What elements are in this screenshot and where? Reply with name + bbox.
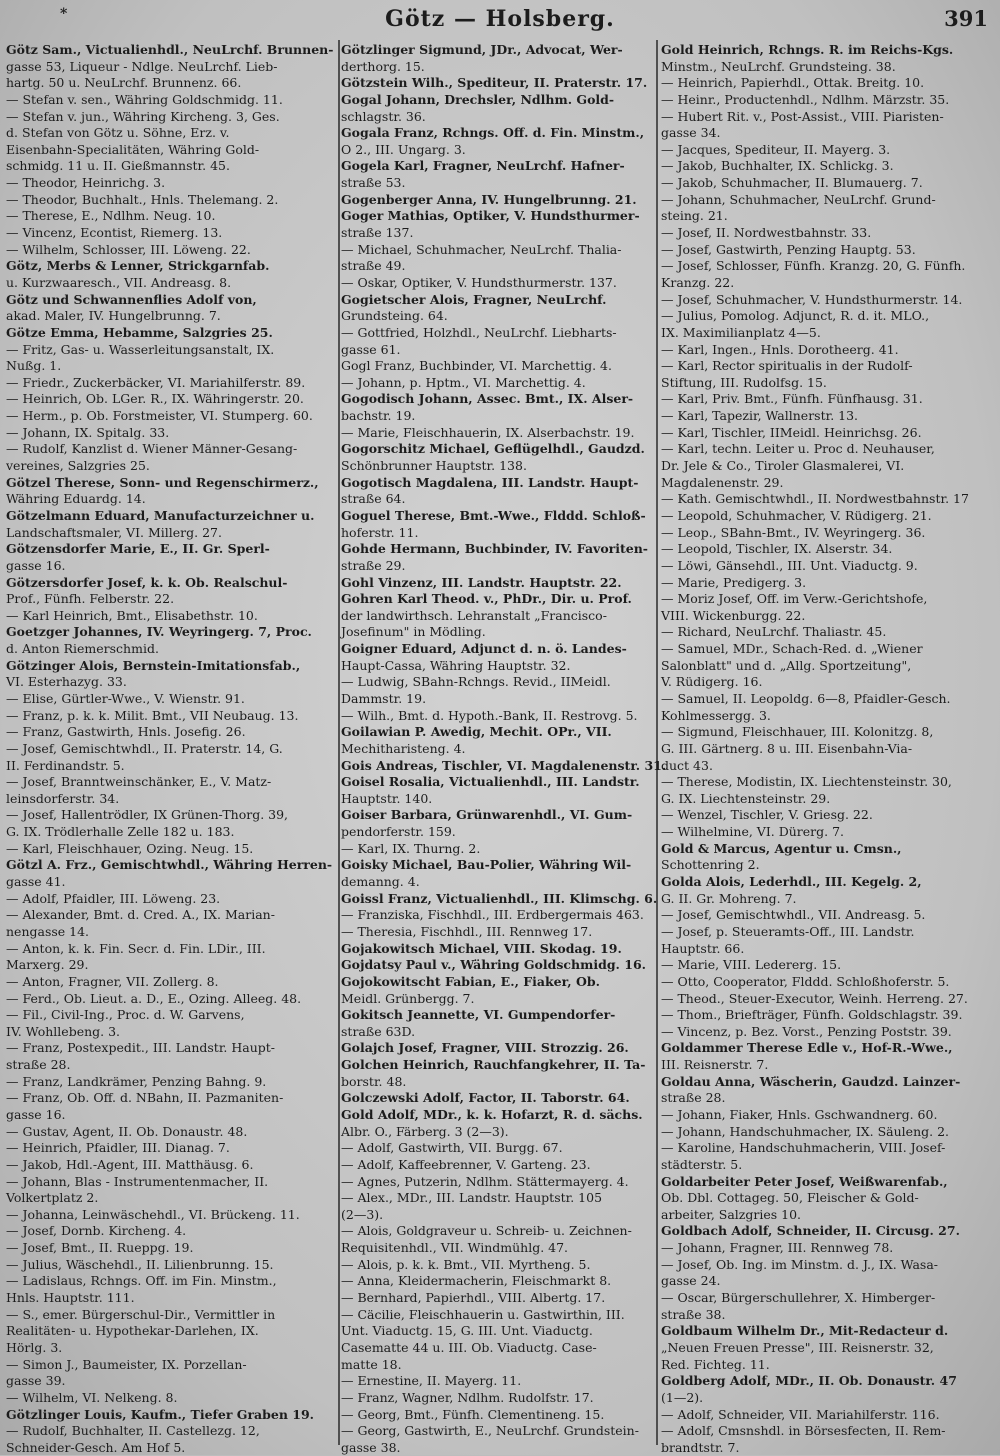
entry-heading-line: Gogorschitz Michael, Geflügelhdl., Gaudzd. <box>341 441 645 457</box>
entry-line: „Neuen Freuen Presse", III. Reisnerstr. 32, <box>661 1339 934 1355</box>
entry-heading-line: Gogela Karl, Fragner, NeuLrchf. Hafner- <box>341 158 625 174</box>
entry-line: Salonblatt" und d. „Allg. Sportzeitung", <box>661 657 912 673</box>
entry-line: — Johann, Handschuhmacher, IX. Säuleng. 2. <box>661 1123 950 1139</box>
entry-heading-line: Götzel Therese, Sonn- und Regenschirmerz., <box>6 474 319 490</box>
entry-line: Minstm., NeuLrchf. Grundsteing. 38. <box>661 58 896 74</box>
entry-line: — Leop., SBahn-Bmt., IV. Weyringerg. 36. <box>661 524 926 540</box>
entry-line: — Wilhelm, VI. Nelkeng. 8. <box>6 1389 178 1405</box>
entry-heading-line: Gojakowitsch Michael, VIII. Skodag. 19. <box>341 940 622 956</box>
entry-line: — Löwi, Gänsehdl., III. Unt. Viaductg. 9. <box>661 557 918 573</box>
entry-line: — Johann, p. Hptm., VI. Marchettig. 4. <box>341 374 586 390</box>
entry-line: Hörlg. 3. <box>6 1339 63 1355</box>
entry-line: duct 43. <box>661 757 713 773</box>
entry-line: — Therese, Modistin, IX. Liechtensteinstr. 30, <box>661 774 952 790</box>
entry-line: — Rudolf, Buchhalter, II. Castellezg. 12, <box>6 1423 260 1439</box>
entry-line: — Franz, Postexpedit., III. Landstr. Haupt- <box>6 1040 276 1056</box>
entry-heading-line: Golchen Heinrich, Rauchfangkehrer, II. Ta- <box>341 1057 646 1073</box>
entry-heading-line: Goldbach Adolf, Schneider, II. Circusg. 27. <box>661 1223 960 1239</box>
entry-line: Nußg. 1. <box>6 358 62 374</box>
entry-heading-line: Gogotisch Magdalena, III. Landstr. Haupt- <box>341 474 639 490</box>
entry-line: — Johann, Blas - Instrumentenmacher, II. <box>6 1173 269 1189</box>
entry-line: straße 63D. <box>341 1023 416 1039</box>
entry-line: demanng. 4. <box>341 874 420 890</box>
entry-line: straße 28. <box>661 1090 726 1106</box>
entry-line: — Marie, Predigerg. 3. <box>661 574 807 590</box>
entry-line: — Jakob, Buchhalter, IX. Schlickg. 3. <box>661 158 894 174</box>
entry-line: — Ladislaus, Rchngs. Off. im Fin. Minstm., <box>6 1273 277 1289</box>
entry-line: — Alex., MDr., III. Landstr. Hauptstr. 105 <box>341 1190 603 1206</box>
entry-line: Realitäten- u. Hypothekar-Darlehen, IX. <box>6 1323 259 1339</box>
entry-line: — Karl, Tischler, IIMeidl. Heinrichsg. 26. <box>661 424 922 440</box>
entry-line: — S., emer. Bürgerschul-Dir., Vermittler in <box>6 1306 276 1322</box>
entry-line: — Alois, Goldgraveur u. Schreib- u. Zeichnen- <box>341 1223 632 1239</box>
entry-line: gasse 24. <box>661 1273 721 1289</box>
entry-line: — Julius, Wäschehdl., II. Lilienbrunng. 15. <box>6 1256 274 1272</box>
entry-line: straße 64. <box>341 491 406 507</box>
column-left <box>6 42 338 1455</box>
entry-heading-line: Götzersdorfer Josef, k. k. Ob. Realschul- <box>6 574 288 590</box>
entry-line: hartg. 50 u. NeuLrchf. Brunnenz. 66. <box>6 75 242 91</box>
entry-line: Kohlmessergg. 3. <box>661 707 771 723</box>
entry-heading-line: Götze Emma, Hebamme, Salzgries 25. <box>6 324 273 340</box>
entry-line: d. Stefan von Götz u. Söhne, Erz. v. <box>6 125 230 141</box>
entry-line: gasse 34. <box>661 125 721 141</box>
entry-heading-line: Gois Andreas, Tischler, VI. Magdalenenstr. 31. <box>341 757 667 773</box>
entry-line: — Fil., Civil-Ing., Proc. d. W. Garvens, <box>6 1007 245 1023</box>
entry-line: — Agnes, Putzerin, Ndlhm. Stättermayerg. 4. <box>341 1173 629 1189</box>
entry-line: — Michael, Schuhmacher, NeuLrchf. Thalia- <box>341 241 622 257</box>
entry-line: Josefinum" in Mödling. <box>341 624 486 640</box>
entry-line: — Samuel, II. Leopoldg. 6—8, Pfaidler-Gesch. <box>661 690 951 706</box>
entry-line: straße 28. <box>6 1057 71 1073</box>
entry-line: — Hubert Rit. v., Post-Assist., VIII. Piaristen- <box>661 108 944 124</box>
entry-line: — Therese, E., Ndlhm. Neug. 10. <box>6 208 216 224</box>
entry-line: Casematte 44 u. III. Ob. Viaductg. Case- <box>341 1339 597 1355</box>
entry-heading-line: Götzelmann Eduard, Manufacturzeichner u. <box>6 507 315 523</box>
entry-line: — Anna, Kleidermacherin, Fleischmarkt 8. <box>341 1273 612 1289</box>
entry-line: — Leopold, Schuhmacher, V. Rüdigerg. 21. <box>661 507 932 523</box>
entry-heading-line: Goguel Therese, Bmt.-Wwe., Flddd. Schloß- <box>341 507 646 523</box>
entry-line: — Herm., p. Ob. Forstmeister, VI. Stumperg. 60. <box>6 408 313 424</box>
entry-line: — Franz, Wagner, Ndlhm. Rudolfstr. 17. <box>341 1389 594 1405</box>
entry-line: schmidg. 11 u. II. Gießmannstr. 45. <box>6 158 230 174</box>
entry-line: — Bernhard, Papierhdl., VIII. Albertg. 17. <box>341 1290 606 1306</box>
entry-line: — Theod., Steuer-Executor, Weinh. Herreng. 27. <box>661 990 968 1006</box>
entry-line: — Thom., Briefträger, Fünfh. Goldschlagstr. 39. <box>661 1007 963 1023</box>
entry-line: — Karl, IX. Thurng. 2. <box>341 840 481 856</box>
entry-line: — Adolf, Gastwirth, VII. Burgg. 67. <box>341 1140 563 1156</box>
entry-line: — Josef, Branntweinschänker, E., V. Matz- <box>6 774 272 790</box>
entry-heading-line: Götzstein Wilh., Spediteur, II. Praterstr. 17. <box>341 75 648 91</box>
entry-line: G. III. Gärtnerg. 8 u. III. Eisenbahn-Via- <box>661 740 913 756</box>
entry-line: — Samuel, MDr., Schach-Red. d. „Wiener <box>661 641 923 657</box>
entry-line: — Alexander, Bmt. d. Cred. A., IX. Marian- <box>6 907 275 923</box>
entry-heading-line: Götz Sam., Victualienhdl., NeuLrchf. Brunnen- <box>6 42 334 57</box>
entry-heading-line: Gohl Vinzenz, III. Landstr. Hauptstr. 22. <box>341 574 622 590</box>
entry-line: O 2., III. Ungarg. 3. <box>341 141 466 157</box>
entry-line: — Jakob, Schuhmacher, II. Blumauerg. 7. <box>661 175 923 191</box>
entry-line: — Jacques, Spediteur, II. Mayerg. 3. <box>661 141 891 157</box>
entry-heading-line: Götzensdorfer Marie, E., II. Gr. Sperl- <box>6 541 270 557</box>
entry-line: — Marie, Fleischhauerin, IX. Alserbachstr. 19. <box>341 424 635 440</box>
entry-heading-line: Goiser Barbara, Grünwarenhdl., VI. Gum- <box>341 807 633 823</box>
entry-heading-line: Gold & Marcus, Agentur u. Cmsn., <box>661 840 902 856</box>
entry-line: nengasse 14. <box>6 923 90 939</box>
entry-heading-line: Goldau Anna, Wäscherin, Gaudzd. Lainzer- <box>661 1073 961 1089</box>
entry-line: — Alois, p. k. k. Bmt., VII. Myrtheng. 5. <box>341 1256 591 1272</box>
entry-line: — Friedr., Zuckerbäcker, VI. Mariahilferstr. 89. <box>6 374 306 390</box>
entry-line: — Franziska, Fischhdl., III. Erdbergermais 463. <box>341 907 644 923</box>
entry-line: Dammstr. 19. <box>341 690 427 706</box>
entry-line: — Josef, Gemischtwhdl., II. Praterstr. 14, G. <box>6 740 283 756</box>
entry-heading-line: Gokitsch Jeannette, VI. Gumpendorfer- <box>341 1007 616 1023</box>
header-mark: * <box>60 6 68 22</box>
entry-line: — Josef, Gastwirth, Penzing Hauptg. 53. <box>661 241 916 257</box>
entry-line: gasse 41. <box>6 874 66 890</box>
entry-line: steing. 21. <box>661 208 728 224</box>
entry-heading-line: Goisky Michael, Bau-Polier, Währing Wil- <box>341 857 632 873</box>
entry-line: — Karl Heinrich, Bmt., Elisabethstr. 10. <box>6 607 258 623</box>
entry-line: IX. Maximilianplatz 4—5. <box>661 324 821 340</box>
entry-line: — Stefan v. jun., Währing Kircheng. 3, Ges. <box>6 108 280 124</box>
entry-heading-line: Goldberg Adolf, MDr., II. Ob. Donaustr. 47 <box>661 1373 957 1389</box>
entry-line: matte 18. <box>341 1356 402 1372</box>
entry-line: Volkertplatz 2. <box>6 1190 99 1206</box>
entry-line: Requisitenhdl., VII. Windmühlg. 47. <box>341 1240 569 1256</box>
entry-line: — Rudolf, Kanzlist d. Wiener Männer-Gesang- <box>6 441 298 457</box>
entry-heading-line: Golczewski Adolf, Factor, II. Taborstr. 64. <box>341 1090 630 1106</box>
entry-heading-line: Götzinger Alois, Bernstein-Imitationsfab., <box>6 657 301 673</box>
entry-line: VI. Esterhazyg. 33. <box>6 674 127 690</box>
entry-line: Haupt-Cassa, Währing Hauptstr. 32. <box>341 657 571 673</box>
entry-line: — Josef, Schuhmacher, V. Hundsthurmerstr. 14. <box>661 291 963 307</box>
entry-line: — Ernestine, II. Mayerg. 11. <box>341 1373 522 1389</box>
entry-line: — Gottfried, Holzhdl., NeuLrchf. Liebharts- <box>341 324 617 340</box>
entry-line: — Franz, p. k. k. Milit. Bmt., VII Neubaug. 13. <box>6 707 299 723</box>
entry-line: — Adolf, Cmsnshdl. in Börsesfecten, II. Rem- <box>661 1423 946 1439</box>
entry-heading-line: Gold Heinrich, Rchngs. R. im Reichs-Kgs. <box>661 42 954 57</box>
entry-line: d. Anton Riemerschmid. <box>6 641 159 657</box>
entry-heading-line: Goldammer Therese Edle v., Hof-R.-Wwe., <box>661 1040 953 1056</box>
entry-line: — Vincenz, p. Bez. Vorst., Penzing Poststr. 39. <box>661 1023 952 1039</box>
entry-heading-line: Gogenberger Anna, IV. Hungelbrunng. 21. <box>341 191 637 207</box>
entry-line: — Wilhelm, Schlosser, III. Löweng. 22. <box>6 241 251 257</box>
entry-heading-line: Gojdatsy Paul v., Währing Goldschmidg. 16. <box>341 957 647 973</box>
entry-line: — Oskar, Optiker, V. Hundsthurmerstr. 137. <box>341 274 617 290</box>
entry-line: — Theodor, Buchhalt., Hnls. Thelemang. 2. <box>6 191 279 207</box>
entry-line: VIII. Wickenburgg. 22. <box>661 607 806 623</box>
entry-line: Hauptstr. 66. <box>661 940 745 956</box>
entry-line: — Karl, Tapezir, Wallnerstr. 13. <box>661 408 859 424</box>
entry-line: Stiftung, III. Rudolfsg. 15. <box>661 374 827 390</box>
entry-line: pendorferstr. 159. <box>341 824 456 840</box>
entry-line: G. IX. Trödlerhalle Zelle 182 u. 183. <box>6 824 235 840</box>
page-number: 391 <box>944 6 988 31</box>
entry-line: Eisenbahn-Specialitäten, Währing Gold- <box>6 141 260 157</box>
entry-line: — Karl, Ingen., Hnls. Dorotheerg. 41. <box>661 341 899 357</box>
entry-heading-line: Goldbaum Wilhelm Dr., Mit-Redacteur d. <box>661 1323 949 1339</box>
entry-heading-line: Gogal Johann, Drechsler, Ndlhm. Gold- <box>341 91 615 107</box>
page-title: Götz — Holsberg. <box>385 6 615 32</box>
entry-line: Schönbrunner Hauptstr. 138. <box>341 458 527 474</box>
entry-line: gasse 16. <box>6 557 66 573</box>
entry-line: — Ferd., Ob. Lieut. a. D., E., Ozing. Alleeg. 48. <box>6 990 302 1006</box>
entry-line: borstr. 48. <box>341 1073 407 1089</box>
entry-line: Red. Fichteg. 11. <box>661 1356 770 1372</box>
entry-heading-line: Golda Alois, Lederhdl., III. Kegelg. 2, <box>661 874 922 890</box>
entry-line: Landschaftsmaler, VI. Millerg. 27. <box>6 524 222 540</box>
entry-line: — Heinr., Productenhdl., Ndlhm. Märzstr. 35. <box>661 91 950 107</box>
entry-line: — Moriz Josef, Off. im Verw.-Gerichtshofe, <box>661 591 928 607</box>
entry-line: Währing Eduardg. 14. <box>6 491 146 507</box>
entry-line: Hauptstr. 140. <box>341 790 433 806</box>
entry-heading-line: Gogala Franz, Rchngs. Off. d. Fin. Minstm., <box>341 125 645 141</box>
entry-line: G. II. Gr. Mohreng. 7. <box>661 890 797 906</box>
entry-line: III. Reisnerstr. 7. <box>661 1057 769 1073</box>
entry-heading-line: Götz und Schwannenflies Adolf von, <box>6 291 257 307</box>
entry-line: — Ludwig, SBahn-Rchngs. Revid., IIMeidl. <box>341 674 611 690</box>
entry-line: gasse 16. <box>6 1107 66 1122</box>
entry-line: Meidl. Grünbergg. 7. <box>341 990 475 1006</box>
entry-line: — Johann, IX. Spitalg. 33. <box>6 424 170 440</box>
entry-line: gasse 39. <box>6 1373 66 1389</box>
entry-line: gasse 53, Liqueur - Ndlge. NeuLrchf. Lieb- <box>6 58 278 74</box>
entry-line: straße 53. <box>341 175 406 191</box>
entry-line: — Heinrich, Pfaidler, III. Dianag. 7. <box>6 1140 230 1156</box>
entry-line: Gogl Franz, Buchbinder, VI. Marchettig. 4. <box>341 358 612 374</box>
entry-line: — Sigmund, Fleischhauer, III. Kolonitzg. 8, <box>661 724 934 740</box>
entry-line: — Theodor, Heinrichg. 3. <box>6 175 166 191</box>
entry-line: straße 137. <box>341 225 414 241</box>
entry-heading-line: Gogietscher Alois, Fragner, NeuLrchf. <box>341 291 607 307</box>
entry-heading-line: Götzl A. Frz., Gemischtwhdl., Währing Herren- <box>6 857 333 873</box>
entry-line: — Fritz, Gas- u. Wasserleitungsanstalt, IX. <box>6 341 275 357</box>
entry-line: — Elise, Gürtler-Wwe., V. Wienstr. 91. <box>6 690 245 706</box>
entry-line: — Josef, II. Nordwestbahnstr. 33. <box>661 225 872 241</box>
entry-heading-line: Goldarbeiter Peter Josef, Weißwarenfab., <box>661 1173 948 1189</box>
entry-line: Ob. Dbl. Cottageg. 50, Fleischer & Gold- <box>661 1190 919 1206</box>
entry-line: — Wenzel, Tischler, V. Griesg. 22. <box>661 807 873 823</box>
entry-line: — Josef, Bmt., II. Rueppg. 19. <box>6 1240 194 1256</box>
column-right <box>661 42 994 1455</box>
entry-line: — Simon J., Baumeister, IX. Porzellan- <box>6 1356 247 1372</box>
entry-heading-line: Götz, Merbs & Lenner, Strickgarnfab. <box>6 258 270 274</box>
page-header <box>0 4 1000 38</box>
entry-heading-line: Götzlinger Louis, Kaufm., Tiefer Graben 19. <box>6 1406 315 1422</box>
column-divider-left <box>338 40 340 1445</box>
entry-line: gasse 61. <box>341 341 401 357</box>
entry-line: hoferstr. 11. <box>341 524 419 540</box>
entry-line: städterstr. 5. <box>661 1156 743 1172</box>
entry-line: — Johann, Fiaker, Hnls. Gschwandnerg. 60. <box>661 1107 938 1122</box>
entry-line: — Stefan v. sen., Währing Goldschmidg. 11. <box>6 91 283 107</box>
entry-heading-line: Goger Mathias, Optiker, V. Hundsthurmer- <box>341 208 640 224</box>
entry-line: — Adolf, Kaffeebrenner, V. Garteng. 23. <box>341 1156 591 1172</box>
entry-line: leinsdorferstr. 34. <box>6 790 120 806</box>
entry-line: — Adolf, Schneider, VII. Mariahilferstr. 116. <box>661 1406 940 1422</box>
entry-line: II. Ferdinandstr. 5. <box>6 757 125 773</box>
entry-line: Unt. Viaductg. 15, G. III. Unt. Viaductg. <box>341 1323 593 1339</box>
entry-line: — Josef, Hallentrödler, IX Grünen-Thorg. 39, <box>6 807 289 823</box>
entry-heading-line: Goilawian P. Awedig, Mechit. OPr., VII. <box>341 724 612 740</box>
entry-line: — Franz, Landkrämer, Penzing Bahng. 9. <box>6 1073 267 1089</box>
entry-line: — Richard, NeuLrchf. Thaliastr. 45. <box>661 624 887 640</box>
entry-line: — Franz, Gastwirth, Hnls. Josefig. 26. <box>6 724 246 740</box>
entry-line: derthorg. 15. <box>341 58 425 74</box>
entry-line: vereines, Salzgries 25. <box>6 458 150 474</box>
entry-line: — Josef, Ob. Ing. im Minstm. d. J., IX. Wasa- <box>661 1256 938 1272</box>
entry-line: — Josef, p. Steueramts-Off., III. Landstr. <box>661 923 915 939</box>
entry-line: — Josef, Gemischtwhdl., VII. Andreasg. 5. <box>661 907 926 923</box>
entry-line: Marxerg. 29. <box>6 957 89 973</box>
entry-line: bachstr. 19. <box>341 408 416 424</box>
entry-line: Schottenring 2. <box>661 857 760 873</box>
entry-line: — Cäcilie, Fleischhauerin u. Gastwirthin, III. <box>341 1306 625 1322</box>
entry-heading-line: Gold Adolf, MDr., k. k. Hofarzt, R. d. sächs. <box>341 1107 643 1122</box>
entry-line: — Johanna, Leinwäschehdl., VI. Brückeng. 11. <box>6 1206 300 1222</box>
entry-line: Albr. O., Färberg. 3 (2—3). <box>341 1123 509 1139</box>
entry-line: — Jakob, Hdl.-Agent, III. Matthäusg. 6. <box>6 1156 254 1172</box>
entry-line: IV. Wohllebeng. 3. <box>6 1023 121 1039</box>
entry-line: — Oscar, Bürgerschullehrer, X. Himberger- <box>661 1290 936 1306</box>
entry-line: straße 49. <box>341 258 406 274</box>
entry-line: V. Rüdigerg. 16. <box>661 674 763 690</box>
entry-heading-line: Goigner Eduard, Adjunct d. n. ö. Landes- <box>341 641 627 657</box>
entry-line: akad. Maler, IV. Hungelbrunng. 7. <box>6 308 221 324</box>
entry-line: — Josef, Schlosser, Fünfh. Kranzg. 20, G. Fünfh. <box>661 258 966 274</box>
entry-line: — Julius, Pomolog. Adjunct, R. d. it. MLO., <box>661 308 930 324</box>
entry-line: Mechitharisteng. 4. <box>341 740 466 756</box>
column-middle <box>341 42 673 1455</box>
entry-line: — Kath. Gemischtwhdl., II. Nordwestbahnstr. 17 <box>661 491 969 507</box>
entry-line: — Otto, Cooperator, Flddd. Schloßhoferstr. 5. <box>661 973 950 989</box>
entry-line: — Karl, Rector spiritualis in der Rudolf- <box>661 358 913 374</box>
entry-line: — Johann, Schuhmacher, NeuLrchf. Grund- <box>661 191 936 207</box>
entry-line: — Karl, Fleischhauer, Ozing. Neug. 15. <box>6 840 254 856</box>
entry-line: brandtstr. 7. <box>661 1439 740 1455</box>
entry-line: — Vincenz, Econtist, Riemerg. 13. <box>6 225 223 241</box>
entry-line: — Georg, Bmt., Fünfh. Clementineng. 15. <box>341 1406 605 1422</box>
entry-line: — Heinrich, Papierhdl., Ottak. Breitg. 10. <box>661 75 925 91</box>
entry-line: Kranzg. 22. <box>661 274 735 290</box>
entry-line: — Wilhelmine, VI. Dürerg. 7. <box>661 824 844 840</box>
entry-heading-line: Goissl Franz, Victualienhdl., III. Klimschg. 6. <box>341 890 658 906</box>
entry-line: gasse 38. <box>341 1439 401 1455</box>
entry-line: Schneider-Gesch. Am Hof 5. <box>6 1439 186 1455</box>
entry-heading-line: Goetzger Johannes, IV. Weyringerg. 7, Proc. <box>6 624 312 640</box>
entry-line: — Karl, techn. Leiter u. Proc d. Neuhauser, <box>661 441 935 457</box>
entry-line: — Franz, Ob. Off. d. NBahn, II. Pazmaniten- <box>6 1090 284 1106</box>
entry-heading-line: Gojokowitscht Fabian, E., Fiaker, Ob. <box>341 973 600 989</box>
entry-line: (2—3). <box>341 1206 384 1222</box>
entry-heading-line: Gohren Karl Theod. v., PhDr., Dir. u. Prof. <box>341 591 632 607</box>
entry-line: Hnls. Hauptstr. 111. <box>6 1290 135 1306</box>
entry-line: arbeiter, Salzgries 10. <box>661 1206 802 1222</box>
entry-heading-line: Gogodisch Johann, Assec. Bmt., IX. Alser- <box>341 391 634 407</box>
entry-line: — Theresia, Fischhdl., III. Rennweg 17. <box>341 923 593 939</box>
entry-heading-line: Gohde Hermann, Buchbinder, IV. Favoriten- <box>341 541 648 557</box>
entry-heading-line: Goisel Rosalia, Victualienhdl., III. Landstr. <box>341 774 640 790</box>
entry-line: — Leopold, Tischler, IX. Alserstr. 34. <box>661 541 893 557</box>
entry-line: — Anton, k. k. Fin. Secr. d. Fin. LDir., III. <box>6 940 266 956</box>
entry-line: — Marie, VIII. Ledererg. 15. <box>661 957 842 973</box>
entry-line: — Heinrich, Ob. LGer. R., IX. Währingerstr. 20. <box>6 391 304 407</box>
entry-line: Grundsteing. 64. <box>341 308 448 324</box>
entry-line: (1—2). <box>661 1389 704 1405</box>
entry-line: der landwirthsch. Lehranstalt „Francisco- <box>341 607 607 623</box>
entry-line: schlagstr. 36. <box>341 108 426 124</box>
entry-line: Magdalenenstr. 29. <box>661 474 784 490</box>
entry-line: — Karoline, Handschuhmacherin, VIII. Josef- <box>661 1140 946 1156</box>
entry-line: — Anton, Fragner, VII. Zollerg. 8. <box>6 973 219 989</box>
entry-line: — Wilh., Bmt. d. Hypoth.-Bank, II. Restrovg. 5. <box>341 707 638 723</box>
entry-line: Dr. Jele & Co., Tiroler Glasmalerei, VI. <box>661 458 905 474</box>
entry-line: — Adolf, Pfaidler, III. Löweng. 23. <box>6 890 221 906</box>
entry-line: u. Kurzwaaresch., VII. Andreasg. 8. <box>6 274 232 290</box>
entry-line: — Johann, Fragner, III. Rennweg 78. <box>661 1240 894 1256</box>
entry-line: — Georg, Gastwirth, E., NeuLrchf. Grundstein- <box>341 1423 639 1439</box>
entry-line: — Gustav, Agent, II. Ob. Donaustr. 48. <box>6 1123 248 1139</box>
entry-heading-line: Götzlinger Sigmund, JDr., Advocat, Wer- <box>341 42 623 57</box>
entry-line: Prof., Fünfh. Felberstr. 22. <box>6 591 175 607</box>
entry-line: straße 38. <box>661 1306 726 1322</box>
entry-heading-line: Golajch Josef, Fragner, VIII. Strozzig. 26. <box>341 1040 629 1056</box>
entry-line: straße 29. <box>341 557 406 573</box>
entry-line: — Karl, Priv. Bmt., Fünfh. Fünfhausg. 31. <box>661 391 923 407</box>
entry-line: G. IX. Liechtensteinstr. 29. <box>661 790 831 806</box>
entry-line: — Josef, Dornb. Kircheng. 4. <box>6 1223 187 1239</box>
